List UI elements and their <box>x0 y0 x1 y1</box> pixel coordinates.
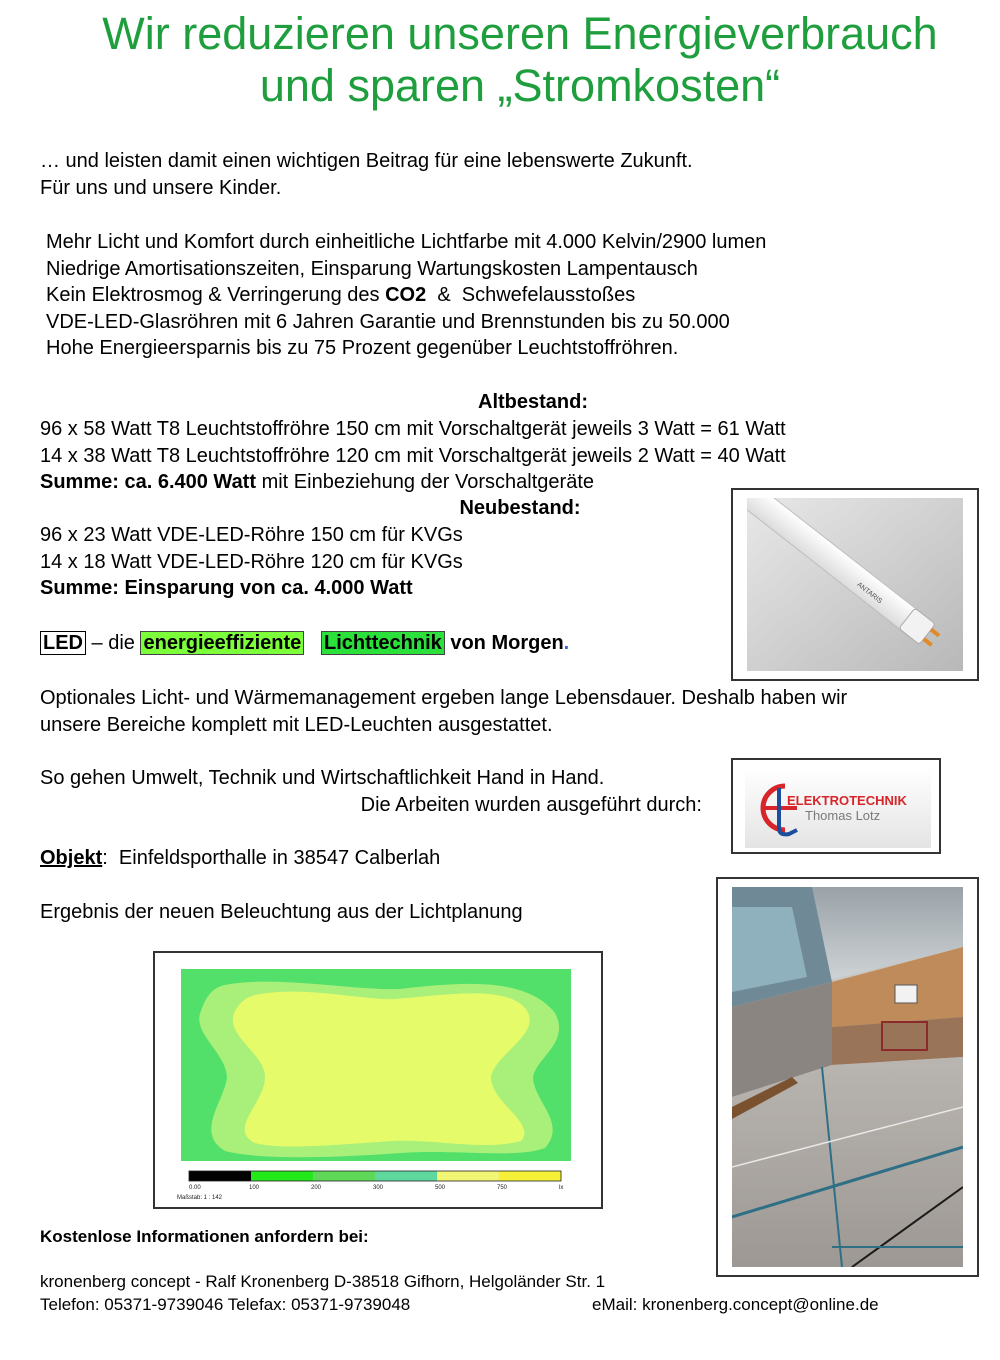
object-value: Einfeldsporthalle in 38547 Calberlah <box>107 847 441 869</box>
led-tube-image <box>747 498 963 671</box>
scale-segment <box>251 1171 313 1181</box>
title-line-2: und sparen „Stromkosten“ <box>259 60 781 111</box>
closing-line-1: So gehen Umwelt, Technik und Wirtschaftlichkeit Hand in Hand. <box>40 767 605 789</box>
scale-label: 750 <box>497 1185 508 1191</box>
benefit-item: Niedrige Amortisationszeiten, Einsparung Wartungskosten Lampentausch <box>46 257 698 280</box>
scale-segment <box>313 1171 375 1181</box>
scale-segment <box>499 1171 561 1181</box>
neubestand-sum: Summe: Einsparung von ca. 4.000 Watt <box>40 577 413 599</box>
contact-heading: Kostenlose Informationen anfordern bei: <box>40 1227 369 1246</box>
sports-hall-photo <box>716 877 979 1277</box>
benefits-list <box>46 229 766 362</box>
intro-line-2: Für uns und unsere Kinder. <box>40 176 282 199</box>
object-label: Objekt <box>40 847 103 869</box>
scale-caption: Maßstab: 1 : 142 <box>177 1195 223 1201</box>
logo-panel <box>745 768 931 848</box>
highlight-lichttechnik: Lichttechnik <box>321 631 445 655</box>
benefit-item: VDE-LED-Glasröhren mit 6 Jahren Garantie und Brennstunden bis zu 50.000 <box>46 310 730 333</box>
scale-label: 500 <box>435 1185 446 1191</box>
neubestand-item: 14 x 18 Watt VDE-LED-Röhre 120 cm für KVGs <box>40 550 463 573</box>
title-line-1: Wir reduzieren unseren Energieverbrauch <box>102 8 938 59</box>
benefit-text: & Schwefelausstoßes <box>426 284 636 306</box>
intro-line-1: … und leisten damit einen wichtigen Beitrag für eine lebenswerte Zukunft. <box>40 150 693 172</box>
scale-segment <box>189 1171 251 1181</box>
scale-label: 100 <box>249 1185 260 1191</box>
neubestand-item: 96 x 23 Watt VDE-LED-Röhre 150 cm für KVGs <box>40 524 463 546</box>
scale-label: lx <box>559 1185 564 1191</box>
led-label: LED <box>40 631 86 655</box>
object-line <box>40 845 440 872</box>
scale-label: 200 <box>311 1185 322 1191</box>
neubestand-heading: Neubestand: <box>459 497 581 519</box>
lighting-plan-figure <box>153 951 603 1209</box>
scale-label: 0.00 <box>189 1185 201 1191</box>
page-title <box>0 8 1000 112</box>
lightmap-scale-bar <box>189 1171 561 1181</box>
altbestand-sum <box>40 469 786 496</box>
neubestand-list <box>40 522 463 602</box>
contact-address: kronenberg concept - Ralf Kronenberg D-38518 Gifhorn, Helgoländer Str. 1 <box>40 1272 606 1291</box>
lighting-plan-image <box>155 953 601 1207</box>
benefit-item: Mehr Licht und Komfort durch einheitliche Lichtfarbe mit 4.000 Kelvin/2900 lumen <box>46 231 767 253</box>
altbestand-item: 96 x 58 Watt T8 Leuchtstoffröhre 150 cm mit Vorschaltgerät jeweils 3 Watt = 61 Watt <box>40 418 786 440</box>
benefit-text: Kein Elektrosmog & Verringerung des <box>46 284 386 306</box>
sports-hall-image <box>732 887 963 1267</box>
object-colon: : <box>102 847 108 869</box>
lightmap-inner-zone <box>233 992 530 1147</box>
altbestand-item: 14 x 38 Watt T8 Leuchtstoffröhre 120 cm mit Vorschaltgerät jeweils 2 Watt = 40 Watt <box>40 444 786 467</box>
benefit-item: Hohe Energieersparnis bis zu 75 Prozent gegenüber Leuchtstoffröhren. <box>46 337 679 359</box>
altbestand-list <box>40 416 786 496</box>
co2-label: CO2 <box>385 284 427 306</box>
contact-phone: Telefon: 05371-9739046 Telefax: 05371-9739048 <box>40 1295 411 1314</box>
logo-line-2: Thomas Lotz <box>805 808 881 823</box>
led-dash: – die <box>86 632 141 654</box>
scale-segment <box>437 1171 499 1181</box>
tube-brand-label: ANTARIS <box>855 581 884 606</box>
highlight-energieeffiziente: energieeffiziente <box>140 631 304 655</box>
led-rest: von Morgen <box>444 632 564 654</box>
company-logo <box>731 758 941 854</box>
led-dot: . <box>563 632 570 654</box>
altbestand-sum-bold: Summe: ca. 6.400 Watt <box>40 471 257 493</box>
altbestand-sum-rest: mit Einbeziehung der Vorschaltgeräte <box>256 471 594 493</box>
closing-line-2: Die Arbeiten wurden ausgeführt durch: <box>360 794 702 816</box>
scale-label: 300 <box>373 1185 384 1191</box>
optional-line-2: unsere Bereiche komplett mit LED-Leuchten ausgestattet. <box>40 713 553 736</box>
optional-line-1: Optionales Licht- und Wärmemanagement ergeben lange Lebensdauer. Deshalb haben wir <box>40 687 848 709</box>
logo-line-1: ELEKTROTECHNIK <box>787 793 907 808</box>
contact-email: eMail: kronenberg.concept@online.de <box>592 1295 879 1314</box>
result-text: Ergebnis der neuen Beleuchtung aus der Lichtplanung <box>40 901 523 923</box>
altbestand-heading: Altbestand: <box>478 391 588 413</box>
led-tagline <box>40 630 569 657</box>
scale-segment <box>375 1171 437 1181</box>
led-tube-photo <box>731 488 979 681</box>
intro <box>40 148 693 201</box>
benefit-item <box>46 282 766 309</box>
optional-paragraph <box>40 685 847 738</box>
